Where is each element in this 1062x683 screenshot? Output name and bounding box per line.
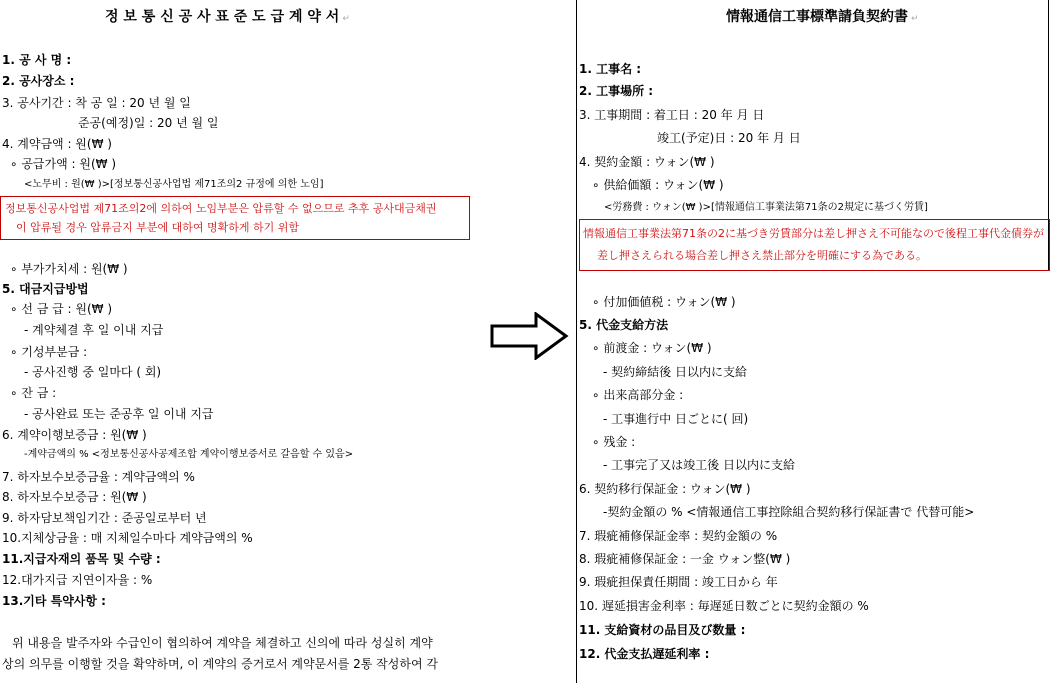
ja-line-10: 10. 遅延損害金利率 : 毎遅延日数ごとに契約金額の % [579,599,869,613]
ko-line-5b2: - 공사진행 중 일마다 ( 회) [24,365,162,379]
ja-line-8: 8. 瑕疵補修保証金 : 一金 ウォン整(₩ ) [579,552,791,566]
ja-line-1: 1. 工事名 : [579,62,642,76]
right-arrow-icon [490,312,570,360]
ko-line-11: 11.지급자재의 품목 및 수량 : [2,552,161,566]
ko-line-13: 13.기타 특약사항 : [2,594,106,608]
ko-paragraph-1: 위 내용을 발주자와 수급인이 협의하여 계약을 체결하고 신의에 따라 성실히 계약 [12,636,433,650]
ja-line-9: 9. 瑕疵担保責任期間 : 竣工日から 年 [579,575,778,589]
ja-line-5c2: - 工事完了又は竣工後 日以内に支給 [603,458,795,472]
ko-line-9: 9. 하자담보책임기간 : 준공일로부터 년 [2,511,207,525]
ko-line-3: 3. 공사기간 : 착 공 일 : 20 년 월 일 [2,96,191,110]
ko-line-5a: ∘ 선 금 급 : 원(₩ ) [10,302,113,316]
ja-line-6a: -契約金額の % <情報通信工事控除組合契約移行保証書で 代替可能> [603,505,975,519]
ko-line-4b: <노무비 : 원(₩ )>[정보통신공사업법 제71조의2 규정에 의한 노임] [24,179,324,190]
ko-line-7: 7. 하자보수보증금율 : 계약금액의 % [2,470,195,484]
ja-line-5b2: - 工事進行中 日ごとに( 回) [603,412,749,426]
ja-line-5b: ∘ 出来高部分金 : [592,388,684,402]
ko-line-5: 5. 대금지급방법 [2,282,89,296]
ko-red-note-1: 정보통신공사업법 제71조의2에 의하여 노임부분은 압류할 수 없으므로 추후 공사대금채권 [5,202,437,215]
ko-line-6: 6. 계약이행보증금 : 원(₩ ) [2,428,147,442]
ja-line-5a2: - 契約締結後 日以内に支給 [603,365,747,379]
ko-line-6a: -계약금액의 % <정보통신공사공제조합 계약이행보증서로 갈음할 수 있음> [24,449,354,460]
ko-line-4c: ∘ 부가가치세 : 원(₩ ) [10,262,128,276]
ja-line-6: 6. 契約移行保証金 : ウォン(₩ ) [579,482,751,496]
ko-line-5b: ∘ 기성부분금 : [10,345,88,359]
ja-line-11: 11. 支給資材の品目及び数量 : [579,623,746,637]
ko-line-4a: ∘ 공급가액 : 원(₩ ) [10,157,117,171]
ko-line-1: 1. 공 사 명 : [2,53,72,67]
ja-line-4c: ∘ 付加価値税 : ウォン(₩ ) [592,295,736,309]
ja-line-5: 5. 代金支給方法 [579,318,669,332]
ja-red-note-1: 情報通信工事業法第71条の2に基づき労賃部分は差し押さえ不可能なので後程工事代金債券が [583,227,1044,240]
ja-line-7: 7. 瑕疵補修保証金率 : 契約金額の % [579,529,778,543]
japanese-title: 情報通信工事標準請負契約書 ↵ [726,9,919,25]
ko-line-12: 12.대가지급 지연이자율 : % [2,573,153,587]
ko-red-note-2: 이 압류될 경우 압류금지 부분에 대하여 명확하게 하기 위함 [16,221,299,234]
ko-line-3b: 준공(예정)일 : 20 년 월 일 [78,116,219,130]
ko-paragraph-2: 상의 의무를 이행할 것을 확약하며, 이 계약의 증거로서 계약문서를 2통 작성하여 각 [2,657,438,671]
ko-line-8: 8. 하자보수보증금 : 원(₩ ) [2,490,147,504]
column-divider [576,0,577,683]
ja-line-5c: ∘ 残金 : [592,435,636,449]
ko-line-4: 4. 계약금액 : 원(₩ ) [2,137,112,151]
ko-line-2: 2. 공사장소 : [2,74,75,88]
ja-line-4a: ∘ 供給価額 : ウォン(₩ ) [592,178,724,192]
ja-line-3b: 竣工(予定)日 : 20 年 月 日 [657,131,801,145]
ja-line-3: 3. 工事期間 : 着工日 : 20 年 月 日 [579,108,765,122]
ja-red-note-2: 差し押さえられる場合差し押さえ禁止部分を明確にする為である。 [597,249,927,262]
ja-line-12: 12. 代金支払遅延利率 : [579,647,710,661]
ko-line-5c: ∘ 잔 금 : [10,386,57,400]
ja-line-2: 2. 工事場所 : [579,84,654,98]
ja-line-4: 4. 契約金額 : ウォン(₩ ) [579,155,715,169]
ko-line-10: 10.지체상금율 : 매 지체일수마다 계약금액의 % [2,531,253,545]
korean-title: 정 보 통 신 공 사 표 준 도 급 계 약 서 ↵ [105,9,350,25]
ko-line-5a2: - 계약체결 후 일 이내 지급 [24,323,164,337]
ko-line-5c2: - 공사완료 또는 준공후 일 이내 지급 [24,407,214,421]
ja-line-4b: <労務費 : ウォン(₩ )>[情報通信工事業法第71条の2規定に基づく労賃] [604,202,928,213]
ja-line-5a: ∘ 前渡金 : ウォン(₩ ) [592,341,712,355]
